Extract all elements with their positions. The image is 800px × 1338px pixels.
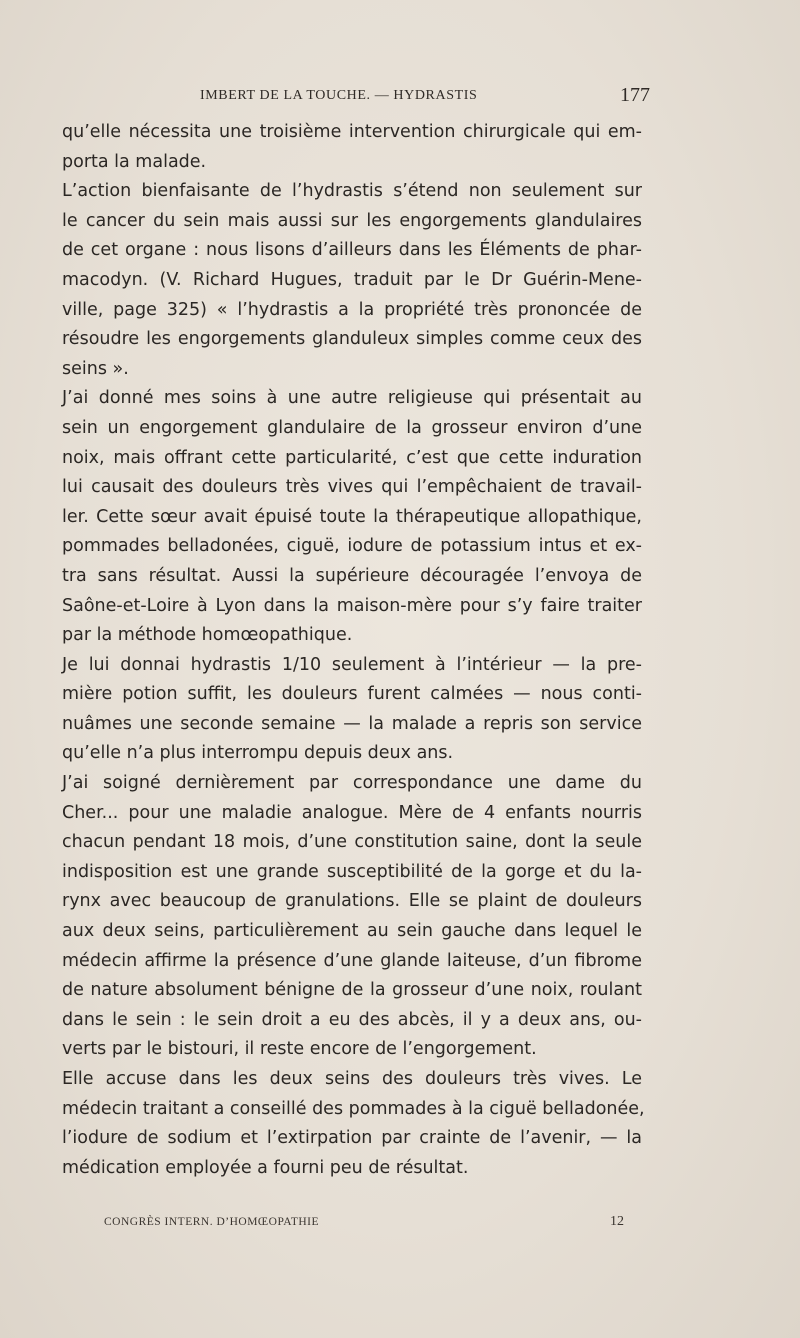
text-line: pommades belladonées, ciguë, iodure de potassium intus et ex- xyxy=(62,536,642,557)
text-line: de cet organe : nous lisons d’ailleurs dans les Éléments de phar- xyxy=(62,240,642,261)
signature-mark: 12 xyxy=(610,1214,624,1229)
text-line: Elle accuse dans les deux seins des douleurs très vives. Le xyxy=(62,1069,642,1089)
text-line: ville, page 325) « l’hydrastis a la propriété très prononcée de xyxy=(62,299,642,320)
text-line: L’action bienfaisante de l’hydrastis s’étend non seulement sur xyxy=(62,181,642,202)
signature-title: CONGRÈS INTERN. D’HOMŒOPATHIE xyxy=(104,1216,320,1228)
text-line: lui causait des douleurs très vives qui l’empêchaient de travail- xyxy=(62,477,642,498)
text-line: J’ai donné mes soins à une autre religieuse qui présentait au xyxy=(62,388,642,409)
text-line: ler. Cette sœur avait épuisé toute la thérapeutique allopathique, xyxy=(62,506,642,527)
text-line: par la méthode homœopathique. xyxy=(62,625,353,646)
page-header xyxy=(200,84,660,110)
text-line: tra sans résultat. Aussi la supérieure découragée l’envoya de xyxy=(62,565,642,586)
text-line: seins ». xyxy=(62,358,129,379)
text-line: porta la malade. xyxy=(62,151,207,172)
text-line: qu’elle nécessita une troisième intervention chirurgicale qui em- xyxy=(62,122,642,142)
text-line: chacun pendant 18 mois, d’une constitution saine, dont la seule xyxy=(62,832,642,853)
text-line: le cancer du sein mais aussi sur les engorgements glandulaires xyxy=(62,210,642,231)
text-line: l’iodure de sodium et l’extirpation par crainte de l’avenir, — la xyxy=(62,1128,642,1149)
running-head: IMBERT DE LA TOUCHE. — HYDRASTIS xyxy=(200,88,478,103)
body-text xyxy=(62,118,645,1183)
text-line: mière potion suffit, les douleurs furent calmées — nous conti- xyxy=(62,684,642,705)
text-line: médication employée a fourni peu de résultat. xyxy=(62,1157,469,1178)
text-line: macodyn. (V. Richard Hugues, traduit par le Dr Guérin-Mene- xyxy=(62,269,642,290)
text-line: qu’elle n’a plus interrompu depuis deux ans. xyxy=(62,743,454,764)
page-footer xyxy=(104,1214,624,1236)
text-line: aux deux seins, particulièrement au sein gauche dans lequel le xyxy=(62,921,642,942)
text-line: indisposition est une grande susceptibilité de la gorge et du la- xyxy=(62,861,642,882)
text-line: dans le sein : le sein droit a eu des abcès, il y a deux ans, ou- xyxy=(62,1009,642,1030)
text-line: Je lui donnai hydrastis 1/10 seulement à l’intérieur — la pre- xyxy=(62,654,642,675)
text-line: nuâmes une seconde semaine — la malade a repris son service xyxy=(62,713,642,734)
text-line: J’ai soigné dernièrement par correspondance une dame du xyxy=(62,773,642,794)
text-line: résoudre les engorgements glanduleux simples comme ceux des xyxy=(62,329,642,350)
text-line: sein un engorgement glandulaire de la grosseur environ d’une xyxy=(62,417,642,438)
text-line: médecin affirme la présence d’une glande laiteuse, d’un fibrome xyxy=(62,950,642,971)
text-line: Saône-et-Loire à Lyon dans la maison-mère pour s’y faire traiter xyxy=(62,595,642,616)
text-line: de nature absolument bénigne de la grosseur d’une noix, roulant xyxy=(62,980,642,1001)
text-line: médecin traitant a conseillé des pommades à la ciguë belladonée, xyxy=(62,1098,645,1119)
text-line: noix, mais offrant cette particularité, c’est que cette induration xyxy=(62,447,642,468)
text-line: verts par le bistouri, il reste encore de l’engorgement. xyxy=(62,1039,537,1060)
page-number: 177 xyxy=(620,84,650,106)
text-line: Cher... pour une maladie analogue. Mère de 4 enfants nourris xyxy=(62,802,642,823)
text-line: rynx avec beaucoup de granulations. Elle se plaint de douleurs xyxy=(62,891,642,912)
